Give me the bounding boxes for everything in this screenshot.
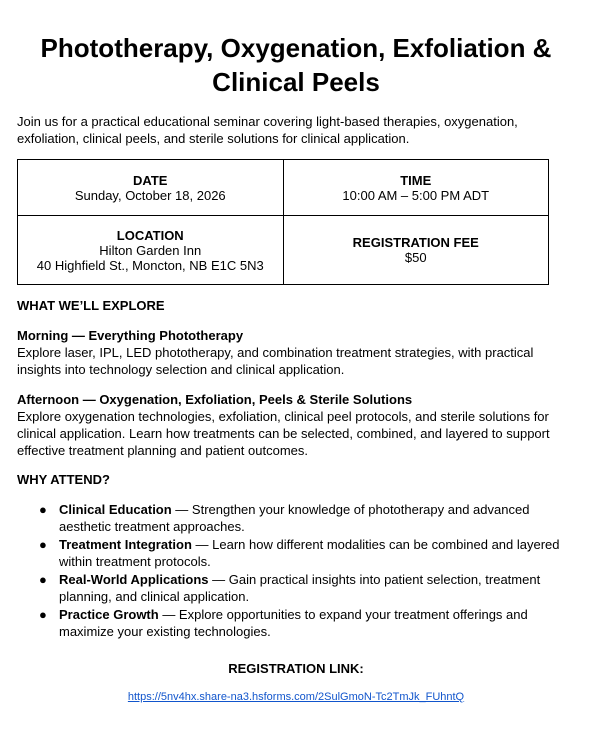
morning-text: Explore laser, IPL, LED phototherapy, and combination treatment strategies, with practical insights into technology selection and clinical application.	[17, 345, 534, 377]
location-cell	[18, 216, 284, 285]
fee-value: $50	[404, 250, 427, 265]
list-item-title: Treatment Integration	[59, 537, 192, 552]
location-label: LOCATION	[116, 227, 184, 243]
time-label: TIME	[400, 172, 432, 188]
location-venue: Hilton Garden Inn	[99, 242, 202, 258]
list-item-title: Clinical Education	[59, 502, 172, 517]
bullet-icon: ●	[39, 607, 47, 622]
list-item-text: — Strengthen your knowledge of phototherapy and advanced aesthetic treatment approaches.	[59, 502, 530, 534]
morning-title: Morning — Everything Phototherapy	[17, 328, 244, 343]
bullet-icon: ●	[39, 572, 47, 587]
date-value: Sunday, October 18, 2026	[74, 187, 226, 203]
registration-link-wrapper	[17, 689, 575, 706]
afternoon-title: Afternoon — Oxygenation, Exfoliation, Peels & Sterile Solutions	[17, 392, 413, 407]
list-item-title: Real-World Applications	[59, 572, 209, 587]
list-item-text: — Gain practical insights into patient selection, treatment planning, and clinical application.	[59, 572, 541, 604]
fee-cell	[283, 216, 549, 285]
bullet-icon: ●	[39, 502, 47, 517]
location-address: 40 Highfield St., Moncton, NB E1C 5N3	[36, 257, 264, 273]
list-item	[39, 571, 579, 605]
page-title: Phototherapy, Oxygenation, Exfoliation & Clinical Peels	[40, 33, 552, 97]
attend-heading: WHY ATTEND?	[17, 472, 110, 487]
list-item-title: Practice Growth	[59, 607, 159, 622]
afternoon-text: Explore oxygenation technologies, exfoliation, clinical peel protocols, and sterile solutions for clinical application. Learn how treatments can be selected, combined, and layered to support effective treatment planning and patient outcomes.	[17, 409, 550, 458]
list-item-text: — Learn how different modalities can be combined and layered within treatment protocols.	[59, 537, 560, 569]
intro-paragraph: Join us for a practical educational seminar covering light-based therapies, oxygenation, exfoliation, clinical peels, and sterile solutions for clinical application.	[17, 114, 518, 146]
bullet-icon: ●	[39, 537, 47, 552]
registration-link[interactable]: https://5nv4hx.share-na3.hsforms.com/2SulGmoN-Tc2TmJk_FUhntQ	[127, 691, 465, 703]
time-cell	[283, 160, 549, 216]
time-value: 10:00 AM – 5:00 PM ADT	[342, 187, 490, 203]
fee-label: REGISTRATION FEE	[352, 235, 479, 250]
date-cell	[18, 160, 284, 216]
list-item-text: — Explore opportunities to expand your treatment offerings and maximize your existing technologies.	[59, 607, 528, 639]
registration-label: REGISTRATION LINK:	[228, 661, 364, 676]
list-item	[39, 606, 579, 640]
date-label: DATE	[133, 172, 168, 188]
afternoon-section	[17, 391, 575, 459]
morning-section	[17, 327, 575, 378]
event-info-table	[17, 159, 549, 285]
attend-list	[17, 501, 575, 640]
list-item	[39, 501, 579, 535]
explore-heading: WHAT WE’LL EXPLORE	[17, 298, 165, 313]
list-item	[39, 536, 579, 570]
